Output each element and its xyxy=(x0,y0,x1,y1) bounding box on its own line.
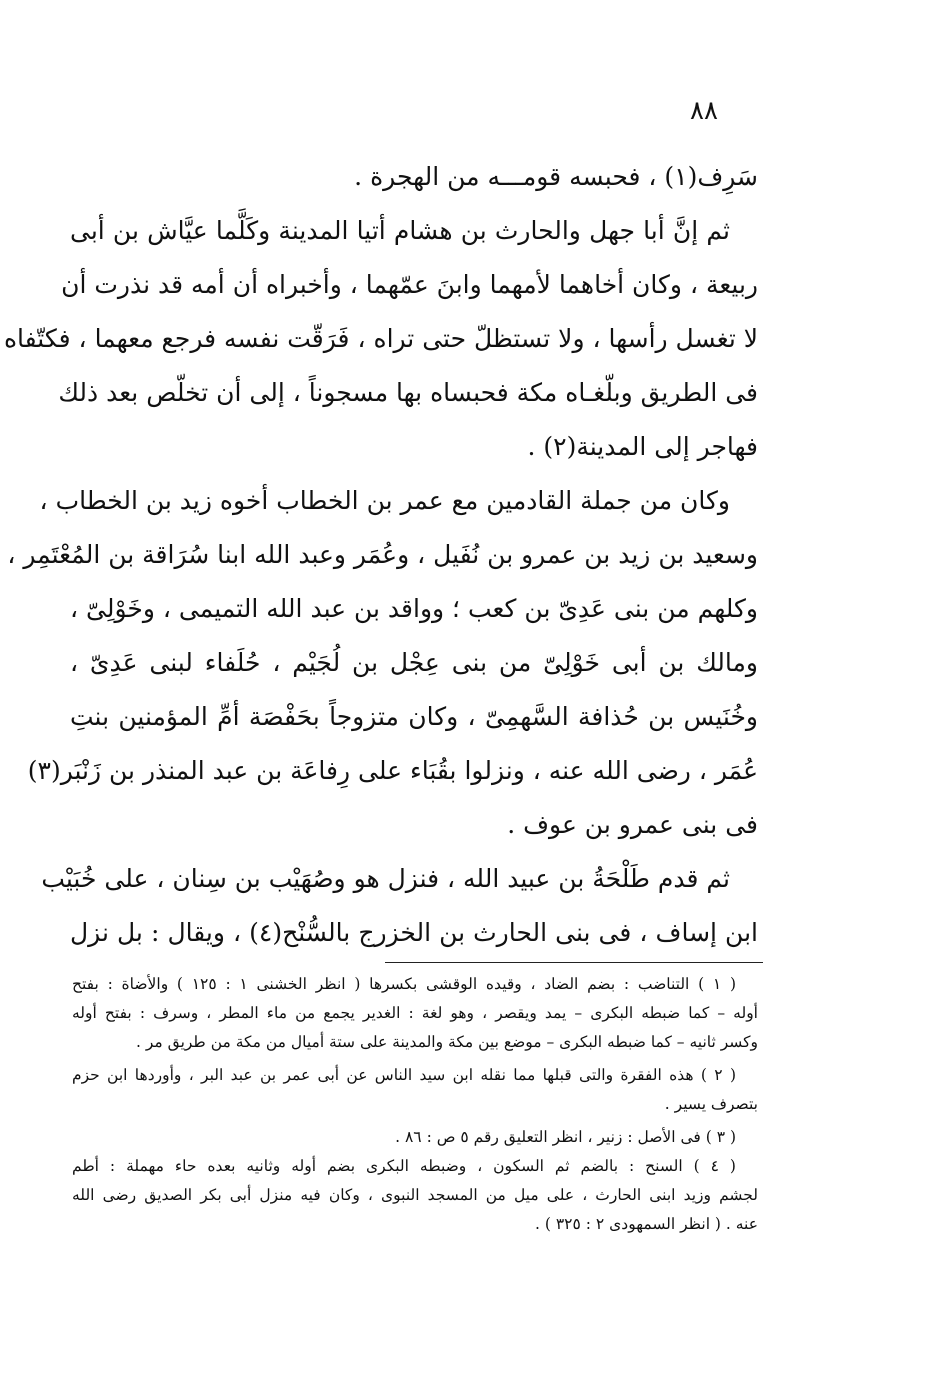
body-line: وسعيد بن زيد بن عمرو بن نُفَيل ، وعُمَر وعبد الله ابنا سُرَاقة بن المُعْتَمِر ، xyxy=(7,540,758,569)
body-line: فى بنى عمرو بن عوف . xyxy=(507,810,758,839)
body-line: فى الطريق وبلّغـاه مكة فحبساه بها مسجوناً ، إلى أن تخلّص بعد ذلك xyxy=(58,378,758,407)
body-line: وكلهم من بنى عَدِىّ بن كعب ؛ وواقد بن عبد الله التميمى ، وخَوْلِىّ ، xyxy=(70,594,758,623)
footnote-4 xyxy=(72,1152,758,1239)
body-line: ربيعة ، وكان أخاهما لأمهما وابنَ عمّهما ، وأخبراه أن أمه قد نذرت أن xyxy=(61,270,758,299)
body-line: وكان من جملة القادمين مع عمر بن الخطاب أخوه زيد بن الخطاب ، xyxy=(39,486,730,515)
body-line: ابن إساف ، فى بنى الحارث بن الخزرج بالسُّنْح(٤) ، ويقال : بل نزل xyxy=(70,918,758,947)
footnote-divider xyxy=(385,962,763,963)
footnote-line: أوله – كما ضبطه البكرى – يمد ويقصر ، وهو لغة : الغدير يجمع من ماء المطر ، وسرف : بفتح أوله xyxy=(72,1004,758,1022)
body-line: لا تغسل رأسها ، ولا تستظلّ حتى تراه ، فَرَقّت نفسه فرجع معهما ، فكتّفاه xyxy=(3,324,758,353)
body-line: ومالك بن أبى خَوْلِىّ من بنى عِجْل بن لُجَيْم ، حُلَفاء لبنى عَدِىّ ، xyxy=(70,648,758,677)
body-line: عُمَر ، رضى الله عنه ، ونزلوا بقُبَاء على رِفاعَة بن عبد المنذر بن زَنْبَر(٣) xyxy=(27,756,758,785)
footnote-line: وكسر ثانيه – كما ضبطه البكرى – موضع بين مكة والمدينة على ستة أميال من مكة من طريق مر . xyxy=(136,1033,758,1051)
footnote-3 xyxy=(72,1123,758,1152)
footnote-line: عنه . ( انظر السمهودى ٢ : ٣٢٥ ) . xyxy=(535,1215,758,1233)
footnote-2 xyxy=(72,1061,758,1119)
footnote-line: ( ٢ ) هذه الفقرة والتى قبلها مما نقله ابن سيد الناس عن أبى عمر بن عبد البر ، وأوردها ابن حزم xyxy=(72,1066,736,1084)
footnotes xyxy=(72,970,758,1239)
body-line: ثم قدم طَلْحَةُ بن عبيد الله ، فنزل هو وصُهَيْب بن سِنان ، على خُبَيْب xyxy=(41,864,730,893)
body-line: ثم إنَّ أبا جهل والحارث بن هشام أتيا المدينة وكَلَّما عيَّاش بن أبى xyxy=(70,216,730,245)
body-line: فهاجر إلى المدينة(٢) . xyxy=(527,432,758,461)
body-line: وخُنَيس بن حُذافة السَّهمِىّ ، وكان متزوجاً بحَفْصَة أمِّ المؤمنين بنتِ xyxy=(70,702,758,731)
body-line: سَرِف(١) ، فحبسه قومـــه من الهجرة . xyxy=(354,162,758,191)
footnote-line: ( ٤ ) السنح : بالضم ثم السكون ، وضبطه البكرى بضم أوله وثانيه بعده حاء مهملة : أطم xyxy=(72,1157,736,1175)
footnote-line: ( ٣ ) فى الأصل : زنير ، انظر التعليق رقم ٥ ص : ٨٦ . xyxy=(395,1128,736,1146)
footnote-line: ( ١ ) التناضب : بضم الضاد ، وقيده الوقشى بكسرها ( انظر الخشنى ١ : ١٢٥ ) والأضاة : بفتح xyxy=(72,975,737,993)
footnote-line: لجشم وزيد ابنى الحارث ، على ميل من المسجد النبوى ، وكان فيه منزل أبى بكر الصديق رضى الله xyxy=(72,1186,758,1204)
footnote-line: بتصرف يسير . xyxy=(664,1095,758,1113)
footnote-1 xyxy=(72,970,758,1057)
main-text xyxy=(3,150,758,960)
page-number: ٨٨ xyxy=(690,96,718,126)
